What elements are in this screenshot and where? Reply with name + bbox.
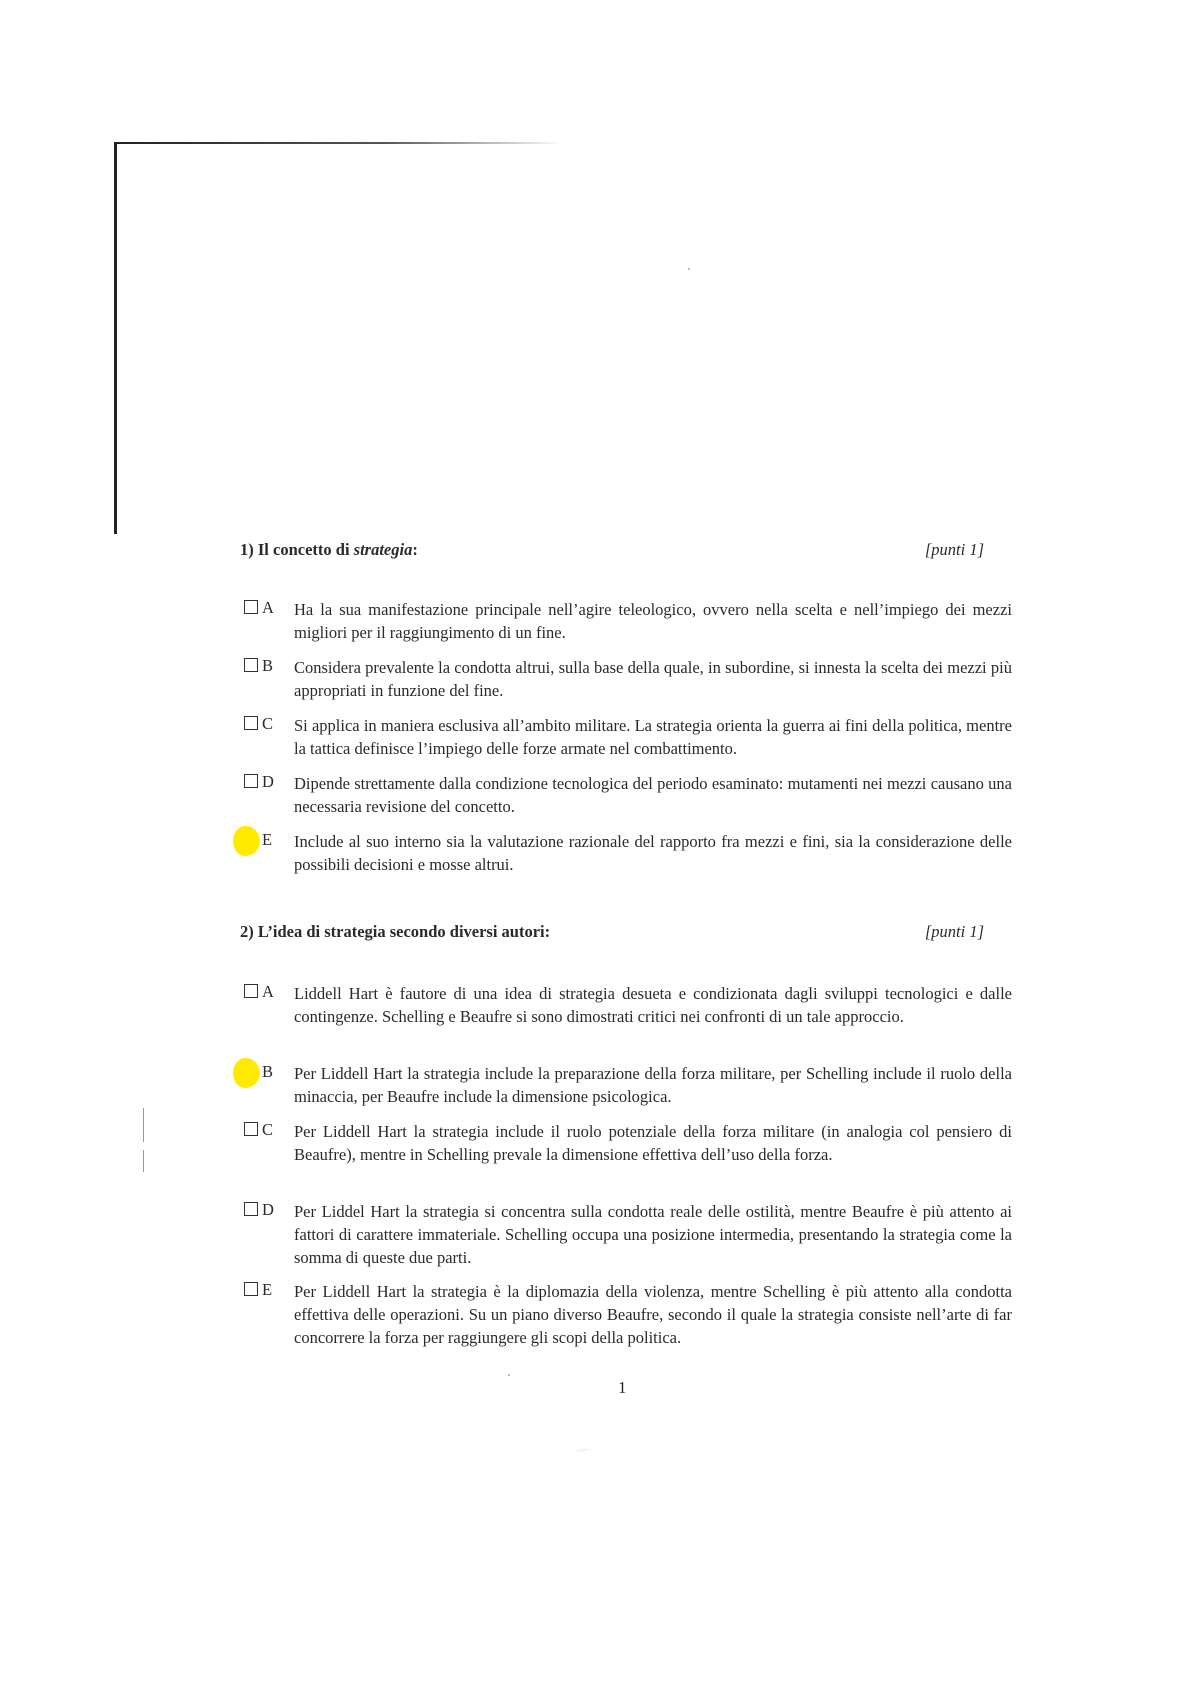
option-letter: D	[262, 772, 274, 791]
scan-artifact-line	[143, 1108, 144, 1142]
checkbox[interactable]	[244, 1122, 258, 1136]
scan-frame-left-line	[114, 142, 117, 534]
scan-speck	[508, 1374, 510, 1376]
question-title: 2) L’idea di strategia secondo diversi autori:	[240, 922, 551, 941]
option-letter: A	[262, 598, 274, 617]
option-text: Considera prevalente la condotta altrui, sulla base della quale, in subordine, si innesta la scelta dei mezzi più appropriati in funzione del fine.	[294, 658, 1012, 700]
option-letter: B	[262, 656, 274, 675]
checkbox[interactable]	[244, 984, 258, 998]
option-letter: C	[262, 714, 274, 733]
option-letter: C	[262, 1120, 274, 1139]
scan-speck	[688, 268, 690, 270]
option-text: Ha la sua manifestazione principale nell’agire teleologico, ovvero nella scelta e nell’impiego dei mezzi migliori per il raggiungimento di un fine.	[294, 600, 1012, 642]
option-text: Dipende strettamente dalla condizione tecnologica del periodo esaminato: mutamenti nei mezzi causano una necessaria revisione del concetto.	[294, 774, 1012, 816]
checkbox[interactable]	[244, 1282, 258, 1296]
option-letter: E	[262, 1280, 273, 1299]
option-letter: B	[262, 1062, 274, 1081]
checkbox[interactable]	[244, 1202, 258, 1216]
option-letter: A	[262, 982, 274, 1001]
question-points: [punti 1]	[924, 922, 984, 941]
option-text: Liddell Hart è fautore di una idea di strategia desueta e condizionata dagli sviluppi tecnologici e dalle contingenze. Schelling e Beaufre si sono dimostrati critici nei confronti di un tale approccio.	[294, 984, 1012, 1026]
option-letter: D	[262, 1200, 274, 1219]
checkbox[interactable]	[244, 600, 258, 614]
question-title: 1) Il concetto di strategia:	[240, 540, 418, 559]
highlighter-mark	[233, 826, 260, 856]
page-number: 1	[618, 1378, 627, 1397]
highlighter-mark	[233, 1058, 260, 1088]
option-letter: E	[262, 830, 273, 849]
option-text: Per Liddell Hart la strategia include il ruolo potenziale della forza militare (in analogia col pensiero di Beaufre), mentre in Schelling prevale la dimensione effettiva dell’uso della forza.	[294, 1122, 1012, 1164]
option-text: Si applica in maniera esclusiva all’ambito militare. La strategia orienta la guerra ai fini della politica, mentre la tattica definisce l’impiego delle forze armate nel combattimento.	[294, 716, 1012, 758]
checkbox[interactable]	[244, 774, 258, 788]
checkbox[interactable]	[244, 716, 258, 730]
option-text: Include al suo interno sia la valutazione razionale del rapporto fra mezzi e fini, sia la considerazione delle possibili decisioni e mosse altrui.	[294, 832, 1012, 874]
scan-artifact-line	[143, 1150, 144, 1172]
option-text: Per Liddel Hart la strategia si concentra sulla condotta reale delle ostilità, mentre Beaufre è più attento ai fattori di carattere immateriale. Schelling occupa una posizione intermedia, presentando la strategia come la somma di queste due parti.	[294, 1202, 1012, 1267]
scan-frame-top-line	[114, 142, 564, 144]
checkbox[interactable]	[244, 658, 258, 672]
option-text: Per Liddell Hart la strategia è la diplomazia della violenza, mentre Schelling è più attento alla condotta effettiva delle operazioni. Su un piano diverso Beaufre, secondo il quale la strategia consiste nell’arte di far concorrere la forza per raggiungere gli scopi della politica.	[294, 1282, 1012, 1347]
faint-scan-mark: ~~	[575, 1443, 590, 1459]
option-text: Per Liddell Hart la strategia include la preparazione della forza militare, per Schelling include il ruolo della minaccia, per Beaufre include la dimensione psicologica.	[294, 1064, 1012, 1106]
question-points: [punti 1]	[924, 540, 984, 559]
